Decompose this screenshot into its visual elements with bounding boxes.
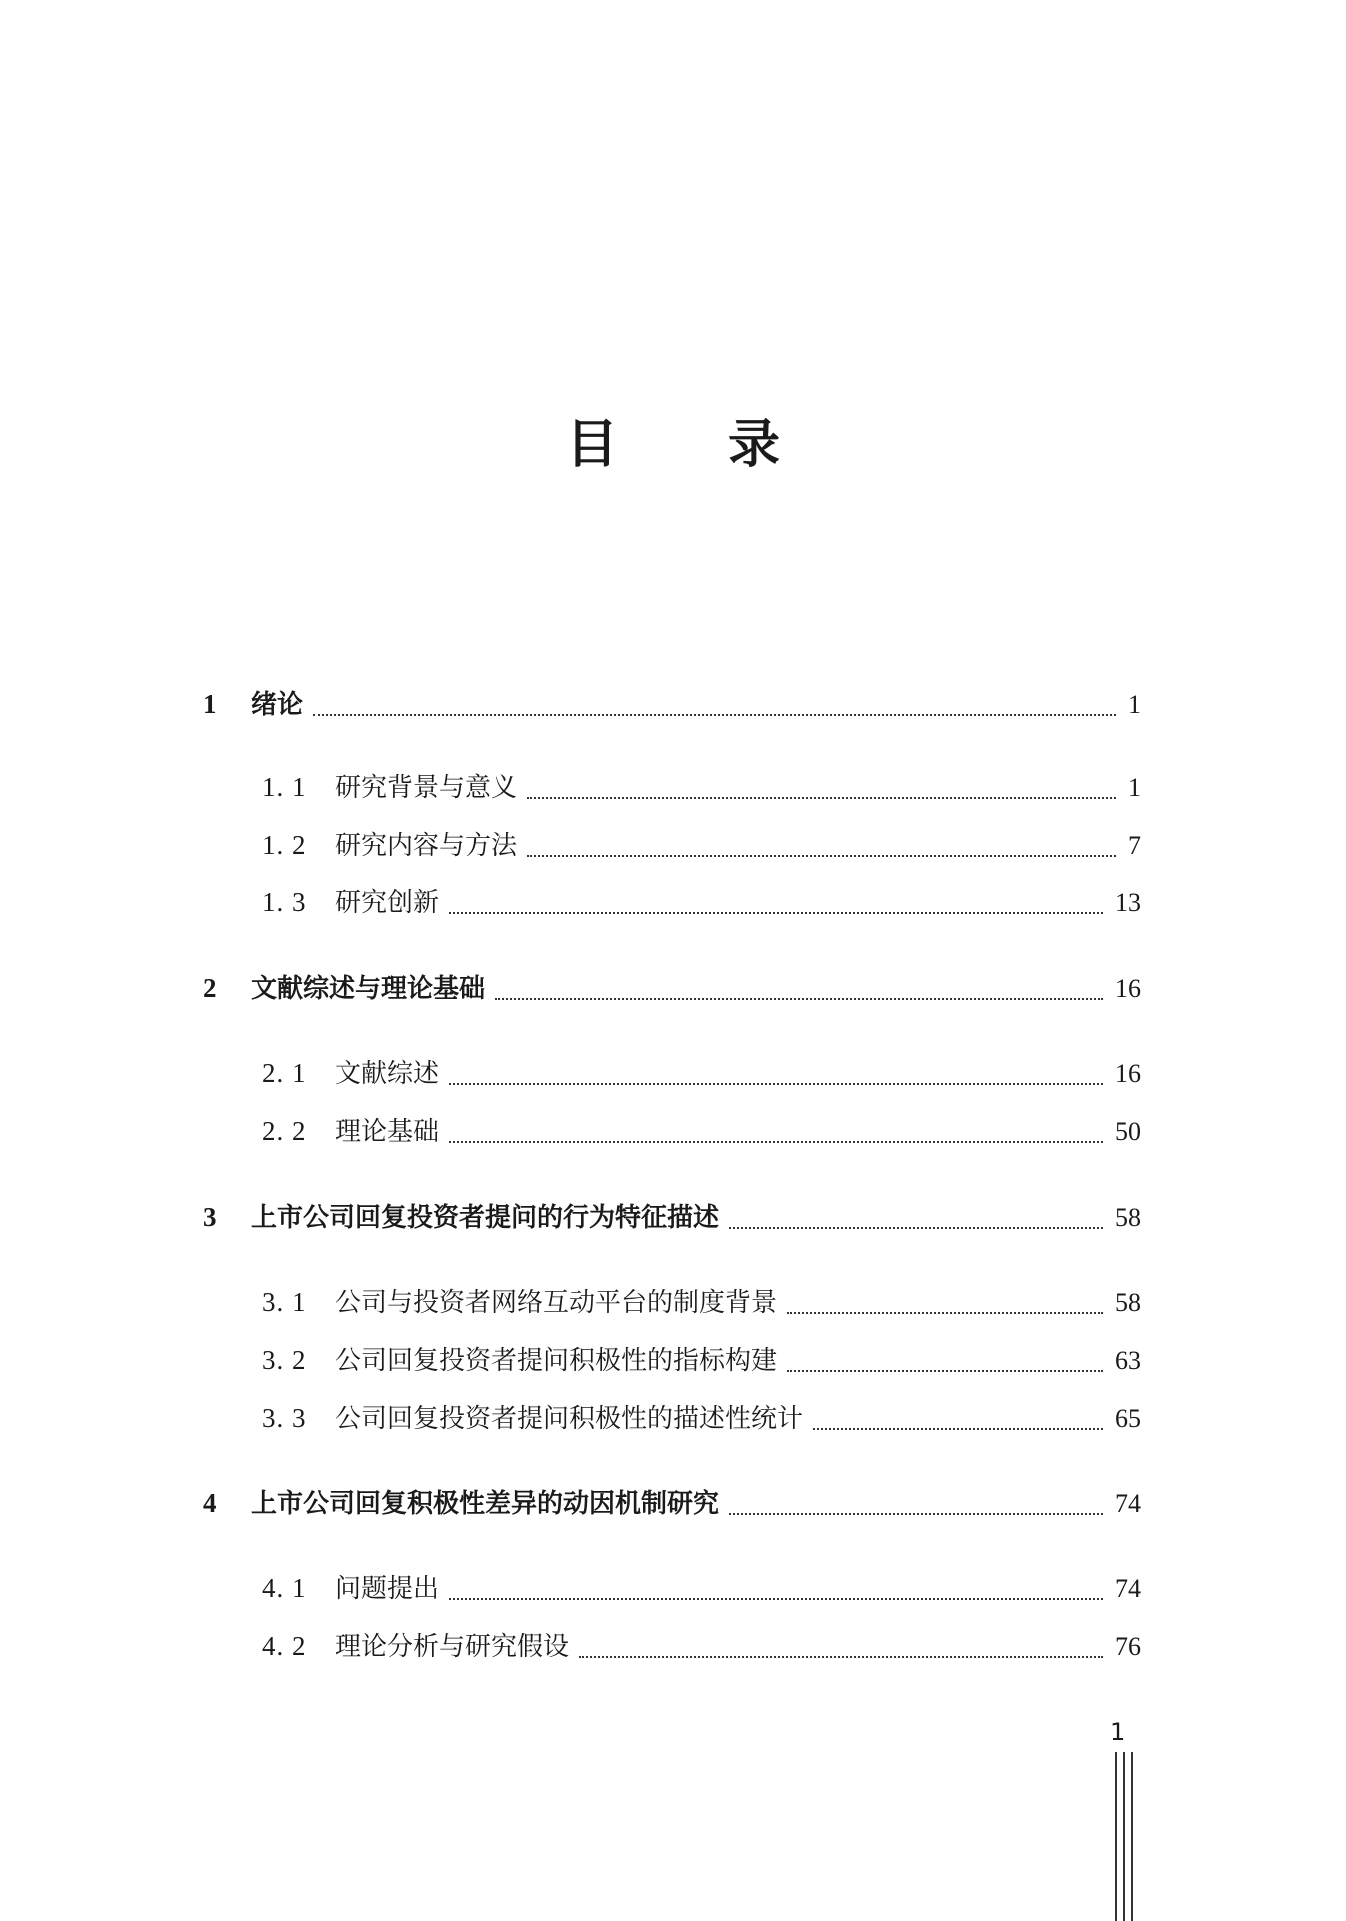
dot-leader (449, 1596, 1103, 1600)
toc-page-number: 50 (1115, 1117, 1141, 1146)
toc-section-1-3[interactable] (262, 882, 1141, 922)
dot-leader (729, 1225, 1103, 1229)
toc-section-3-2[interactable] (262, 1340, 1141, 1380)
toc-label: 问题提出 (335, 1574, 440, 1604)
toc-label: 文献综述与理论基础 (251, 974, 486, 1004)
toc-label: 公司回复投资者提问积极性的描述性统计 (335, 1404, 804, 1434)
dot-leader (787, 1368, 1103, 1372)
toc-label: 理论基础 (335, 1117, 440, 1147)
toc-number: 3. 3 (262, 1403, 307, 1433)
page-title: 目录 (565, 414, 890, 475)
toc-page-number: 16 (1115, 1059, 1141, 1088)
toc-number: 1. 2 (262, 830, 307, 860)
dot-leader (787, 1310, 1103, 1314)
dot-leader (729, 1511, 1103, 1515)
toc-page-number: 76 (1115, 1632, 1141, 1661)
toc-label: 理论分析与研究假设 (335, 1632, 570, 1662)
toc-page-number: 1 (1128, 773, 1141, 802)
toc-page-number: 74 (1115, 1489, 1141, 1518)
dot-leader (449, 1139, 1103, 1143)
edge-rule-line (1131, 1752, 1133, 1921)
toc-page-number: 13 (1115, 888, 1141, 917)
toc-number: 1. 3 (262, 887, 307, 917)
toc-number: 3. 1 (262, 1287, 307, 1317)
toc-page-number: 74 (1115, 1574, 1141, 1603)
toc-number: 2 (203, 973, 217, 1003)
toc-page-number: 7 (1128, 831, 1141, 860)
toc-page-number: 65 (1115, 1404, 1141, 1433)
toc-number: 2. 1 (262, 1058, 307, 1088)
toc-label: 研究背景与意义 (335, 773, 518, 803)
edge-rule-line (1115, 1752, 1117, 1921)
toc-page-number: 58 (1115, 1288, 1141, 1317)
dot-leader (579, 1654, 1103, 1658)
toc-number: 4 (203, 1488, 217, 1518)
toc-label: 上市公司回复投资者提问的行为特征描述 (251, 1203, 720, 1233)
toc-number: 2. 2 (262, 1116, 307, 1146)
toc-section-4-2[interactable] (262, 1626, 1141, 1666)
toc-label: 上市公司回复积极性差异的动因机制研究 (251, 1489, 720, 1519)
toc-label: 研究内容与方法 (335, 831, 518, 861)
edge-rule-lines (1115, 1752, 1137, 1921)
toc-chapter-2[interactable] (203, 968, 1141, 1008)
dot-leader (449, 1081, 1103, 1085)
toc-number: 4. 1 (262, 1573, 307, 1603)
dot-leader (813, 1426, 1103, 1430)
toc-label: 绪论 (251, 690, 304, 720)
toc-number: 1 (203, 689, 217, 719)
page-folio-number: 1 (1110, 1718, 1126, 1746)
toc-page-number: 63 (1115, 1346, 1141, 1375)
toc-page-number: 1 (1128, 690, 1141, 719)
toc-chapter-3[interactable] (203, 1197, 1141, 1237)
toc-section-4-1[interactable] (262, 1568, 1141, 1608)
toc-chapter-4[interactable] (203, 1483, 1141, 1523)
toc-number: 1. 1 (262, 772, 307, 802)
toc-label: 公司回复投资者提问积极性的指标构建 (335, 1346, 778, 1376)
toc-section-3-1[interactable] (262, 1282, 1141, 1322)
toc-section-3-3[interactable] (262, 1398, 1141, 1438)
toc-label: 文献综述 (335, 1059, 440, 1089)
toc-number: 3 (203, 1202, 217, 1232)
toc-section-1-2[interactable] (262, 825, 1141, 865)
toc-number: 4. 2 (262, 1631, 307, 1661)
dot-leader (449, 910, 1103, 914)
toc-section-2-1[interactable] (262, 1053, 1141, 1093)
toc-page-number: 58 (1115, 1203, 1141, 1232)
dot-leader (527, 853, 1116, 857)
dot-leader (527, 795, 1116, 799)
toc-page-number: 16 (1115, 974, 1141, 1003)
dot-leader (495, 996, 1103, 1000)
edge-rule-line (1123, 1752, 1125, 1921)
toc-chapter-1[interactable] (203, 684, 1141, 724)
toc-label: 研究创新 (335, 888, 440, 918)
toc-section-2-2[interactable] (262, 1111, 1141, 1151)
toc-number: 3. 2 (262, 1345, 307, 1375)
dot-leader (313, 712, 1116, 716)
toc-label: 公司与投资者网络互动平台的制度背景 (335, 1288, 778, 1318)
toc-section-1-1[interactable] (262, 767, 1141, 807)
